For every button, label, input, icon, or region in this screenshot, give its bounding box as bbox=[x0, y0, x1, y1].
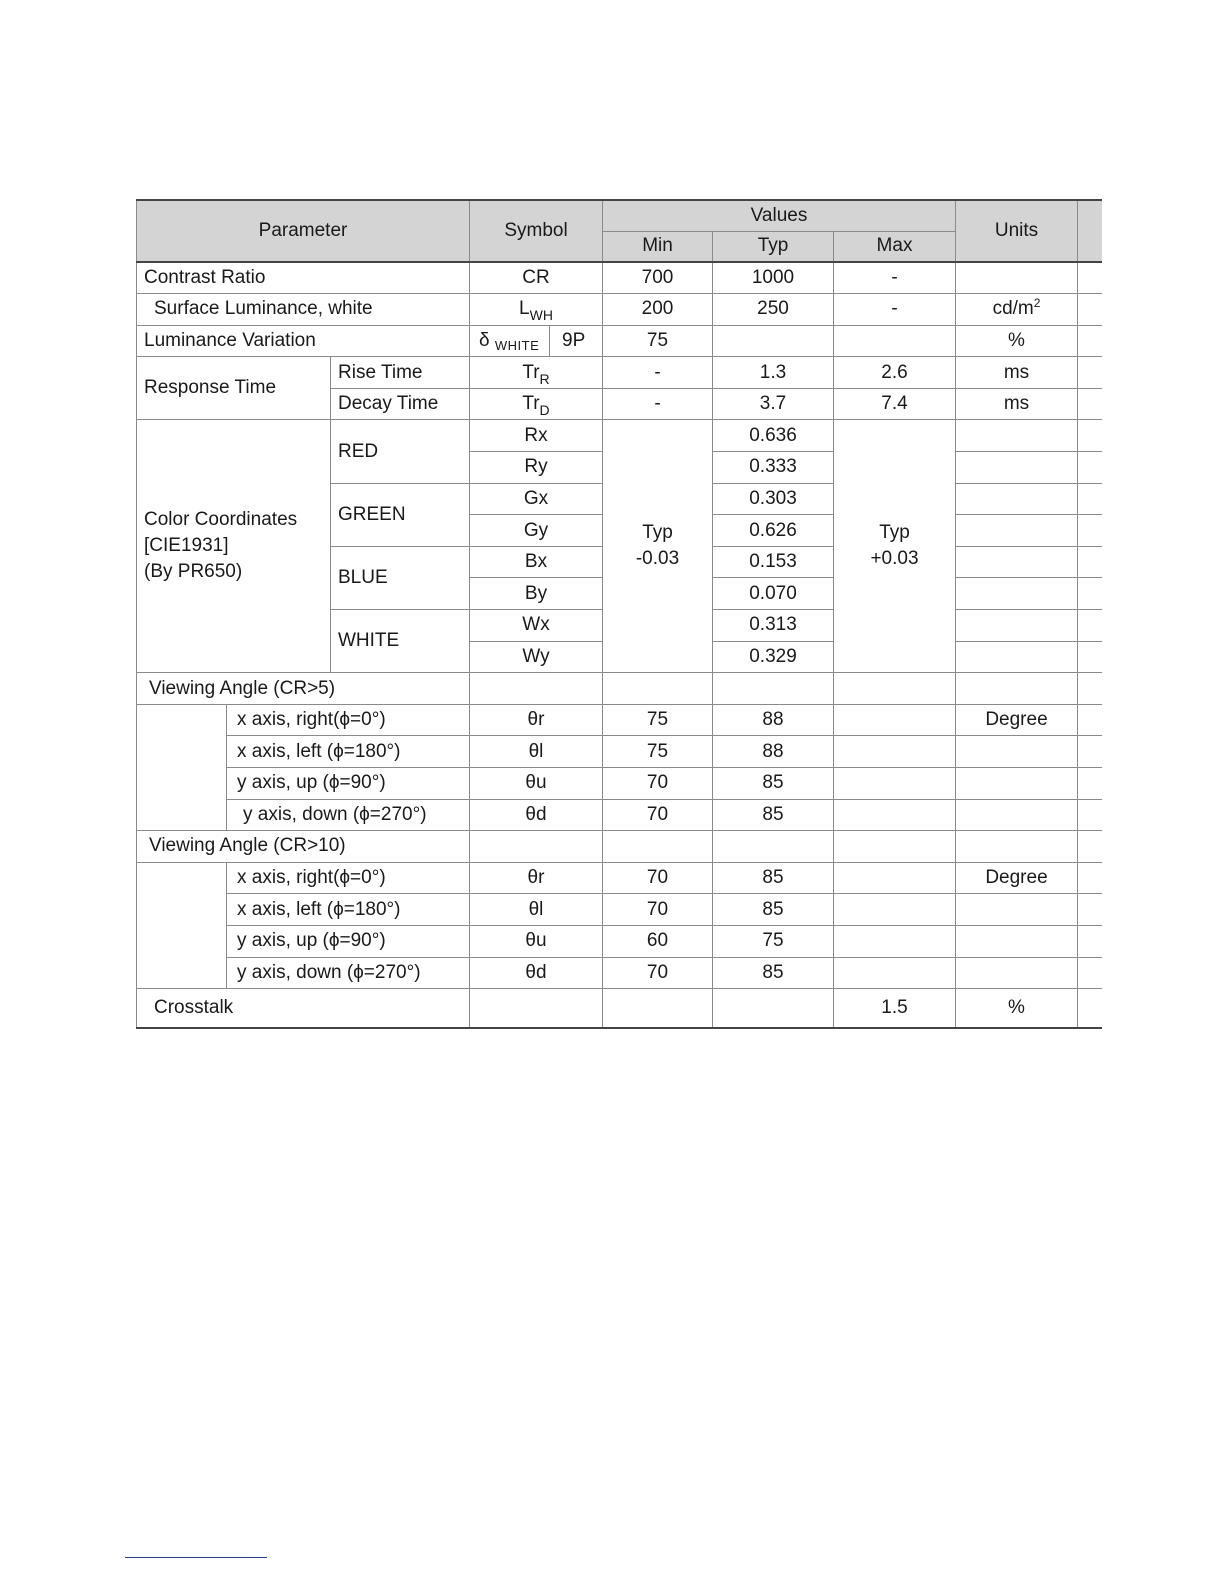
edge-cell bbox=[1078, 736, 1102, 768]
view-label: y axis, up (ϕ=90°) bbox=[227, 925, 470, 957]
table-row bbox=[137, 768, 1102, 800]
typ-cell: 0.313 bbox=[713, 610, 834, 642]
min-cell: 70 bbox=[603, 799, 713, 831]
edge-cell bbox=[1078, 420, 1102, 452]
min-cell bbox=[603, 831, 713, 863]
edge-cell bbox=[1078, 546, 1102, 578]
symbol-subscript: R bbox=[539, 370, 550, 387]
edge-cell bbox=[1078, 894, 1102, 926]
max-cell: 2.6 bbox=[834, 357, 956, 389]
view-label: x axis, left (ϕ=180°) bbox=[227, 894, 470, 926]
table-row bbox=[137, 673, 1102, 705]
symbol-cell: θr bbox=[470, 862, 603, 894]
min-cell: 200 bbox=[603, 294, 713, 326]
edge-cell bbox=[1078, 610, 1102, 642]
edge-cell bbox=[1078, 831, 1102, 863]
units-cell bbox=[956, 262, 1078, 294]
symbol-cell: θd bbox=[470, 799, 603, 831]
max-cell bbox=[834, 704, 956, 736]
color-group-white: WHITE bbox=[331, 610, 470, 673]
color-group-red: RED bbox=[331, 420, 470, 483]
symbol-main: Tr bbox=[522, 393, 540, 415]
typ-cell: 0.303 bbox=[713, 483, 834, 515]
typ-cell: 85 bbox=[713, 957, 834, 989]
typ-cell: 0.153 bbox=[713, 546, 834, 578]
edge-cell bbox=[1078, 452, 1102, 484]
typ-cell: 0.329 bbox=[713, 641, 834, 673]
color-min-cell bbox=[603, 420, 713, 673]
view-label: y axis, up (ϕ=90°) bbox=[227, 768, 470, 800]
units-cell: % bbox=[956, 989, 1078, 1028]
edge-cell bbox=[1078, 957, 1102, 989]
units-cell bbox=[956, 641, 1078, 673]
symbol-cell: θr bbox=[470, 704, 603, 736]
max-cell bbox=[834, 925, 956, 957]
edge-cell bbox=[1078, 515, 1102, 547]
typ-cell bbox=[713, 831, 834, 863]
symbol-cell bbox=[470, 388, 603, 420]
units-superscript: 2 bbox=[1033, 296, 1041, 311]
table-row bbox=[137, 357, 1102, 389]
units-cell bbox=[956, 610, 1078, 642]
min-cell: 70 bbox=[603, 957, 713, 989]
edge-cell bbox=[1078, 704, 1102, 736]
table-row bbox=[137, 957, 1102, 989]
typ-cell: 0.333 bbox=[713, 452, 834, 484]
symbol-cell: Ry bbox=[470, 452, 603, 484]
units-cell bbox=[956, 957, 1078, 989]
max-cell bbox=[834, 862, 956, 894]
param-contrast: Contrast Ratio bbox=[137, 262, 470, 294]
table-row bbox=[137, 894, 1102, 926]
typ-cell: 1000 bbox=[713, 262, 834, 294]
edge-cell bbox=[1078, 673, 1102, 705]
footnote-separator bbox=[125, 1557, 267, 1558]
param-color-coordinates bbox=[137, 420, 331, 673]
header-parameter: Parameter bbox=[137, 200, 470, 262]
units-cell: Degree bbox=[956, 704, 1078, 736]
typ-cell bbox=[713, 673, 834, 705]
view-label: x axis, left (ϕ=180°) bbox=[227, 736, 470, 768]
symbol-cell bbox=[470, 357, 603, 389]
units-cell bbox=[956, 894, 1078, 926]
units-cell bbox=[956, 673, 1078, 705]
table-row bbox=[137, 294, 1102, 326]
symbol-cell: Gx bbox=[470, 483, 603, 515]
symbol-cell: By bbox=[470, 578, 603, 610]
color-param-line2: [CIE1931] bbox=[144, 535, 229, 557]
edge-cell bbox=[1078, 483, 1102, 515]
units-cell bbox=[956, 452, 1078, 484]
symbol-cell: θl bbox=[470, 894, 603, 926]
color-group-blue: BLUE bbox=[331, 546, 470, 609]
table-row bbox=[137, 420, 1102, 452]
max-cell: 7.4 bbox=[834, 388, 956, 420]
units-cell bbox=[956, 420, 1078, 452]
units-cell bbox=[956, 736, 1078, 768]
typ-cell: 3.7 bbox=[713, 388, 834, 420]
typ-cell: 85 bbox=[713, 768, 834, 800]
view-label: x axis, right(ϕ=0°) bbox=[227, 862, 470, 894]
table-row bbox=[137, 736, 1102, 768]
color-max-line2: +0.03 bbox=[870, 548, 919, 570]
response-decay-label: Decay Time bbox=[331, 388, 470, 420]
header-max: Max bbox=[834, 231, 956, 262]
color-group-green: GREEN bbox=[331, 483, 470, 546]
typ-cell: 85 bbox=[713, 862, 834, 894]
typ-cell: 0.626 bbox=[713, 515, 834, 547]
typ-cell bbox=[713, 989, 834, 1028]
table-row bbox=[137, 925, 1102, 957]
units-cell: ms bbox=[956, 357, 1078, 389]
view10-indent bbox=[137, 862, 227, 988]
response-rise-label: Rise Time bbox=[331, 357, 470, 389]
min-cell bbox=[603, 673, 713, 705]
typ-cell: 85 bbox=[713, 799, 834, 831]
symbol-subscript: WH bbox=[529, 307, 553, 324]
typ-cell: 88 bbox=[713, 736, 834, 768]
max-cell bbox=[834, 894, 956, 926]
symbol-cell: θu bbox=[470, 768, 603, 800]
units-cell bbox=[956, 578, 1078, 610]
view10-title: Viewing Angle (CR>10) bbox=[137, 831, 470, 863]
symbol-subscript: D bbox=[539, 402, 550, 419]
param-crosstalk: Crosstalk bbox=[137, 989, 470, 1028]
symbol-delta: δ bbox=[479, 329, 490, 351]
typ-cell: 250 bbox=[713, 294, 834, 326]
units-cell bbox=[956, 799, 1078, 831]
edge-cell bbox=[1078, 357, 1102, 389]
symbol-cell: Wy bbox=[470, 641, 603, 673]
symbol-main: Tr bbox=[522, 361, 540, 383]
color-param-line3: (By PR650) bbox=[144, 561, 243, 583]
edge-cell bbox=[1078, 578, 1102, 610]
typ-cell bbox=[713, 325, 834, 357]
header-min: Min bbox=[603, 231, 713, 262]
typ-cell: 0.636 bbox=[713, 420, 834, 452]
min-cell: 70 bbox=[603, 894, 713, 926]
table-row bbox=[137, 325, 1102, 357]
edge-cell bbox=[1078, 262, 1102, 294]
edge-cell bbox=[1078, 799, 1102, 831]
typ-cell: 75 bbox=[713, 925, 834, 957]
param-lum-variation: Luminance Variation bbox=[137, 325, 470, 357]
symbol-cell: θu bbox=[470, 925, 603, 957]
units-cell bbox=[956, 294, 1078, 326]
min-cell: 70 bbox=[603, 862, 713, 894]
edge-cell bbox=[1078, 768, 1102, 800]
symbol-cell: CR bbox=[470, 262, 603, 294]
symbol-cell: θl bbox=[470, 736, 603, 768]
view5-title: Viewing Angle (CR>5) bbox=[137, 673, 470, 705]
min-cell: 75 bbox=[603, 736, 713, 768]
view5-indent bbox=[137, 704, 227, 830]
color-param-line1: Color Coordinates bbox=[144, 509, 298, 531]
header-values: Values bbox=[603, 200, 956, 231]
min-cell: 75 bbox=[603, 704, 713, 736]
min-cell: 60 bbox=[603, 925, 713, 957]
view-label: x axis, right(ϕ=0°) bbox=[227, 704, 470, 736]
table-row bbox=[137, 989, 1102, 1028]
units-cell: ms bbox=[956, 388, 1078, 420]
edge-cell bbox=[1078, 925, 1102, 957]
edge-cell bbox=[1078, 641, 1102, 673]
header-row bbox=[137, 200, 1102, 231]
max-cell bbox=[834, 831, 956, 863]
max-cell bbox=[834, 736, 956, 768]
edge-cell bbox=[1078, 294, 1102, 326]
edge-cell bbox=[1078, 862, 1102, 894]
edge-cell bbox=[1078, 989, 1102, 1028]
symbol-cell: Rx bbox=[470, 420, 603, 452]
param-luminance: Surface Luminance, white bbox=[137, 294, 470, 326]
units-cell: % bbox=[956, 325, 1078, 357]
table-row bbox=[137, 799, 1102, 831]
units-cell bbox=[956, 831, 1078, 863]
max-cell: 1.5 bbox=[834, 989, 956, 1028]
symbol-cell bbox=[470, 294, 603, 326]
symbol-extra: 9P bbox=[550, 325, 603, 357]
symbol-cell bbox=[470, 831, 603, 863]
units-cell: Degree bbox=[956, 862, 1078, 894]
header-units: Units bbox=[956, 200, 1078, 262]
units-cell bbox=[956, 515, 1078, 547]
color-max-cell bbox=[834, 420, 956, 673]
table-row bbox=[137, 704, 1102, 736]
min-cell bbox=[603, 989, 713, 1028]
min-cell: 700 bbox=[603, 262, 713, 294]
view-label: y axis, down (ϕ=270°) bbox=[227, 957, 470, 989]
symbol-cell: Bx bbox=[470, 546, 603, 578]
units-cell bbox=[956, 925, 1078, 957]
edge-cell bbox=[1078, 325, 1102, 357]
table-row bbox=[137, 831, 1102, 863]
min-cell: - bbox=[603, 357, 713, 389]
typ-cell: 1.3 bbox=[713, 357, 834, 389]
max-cell bbox=[834, 799, 956, 831]
symbol-cell: Gy bbox=[470, 515, 603, 547]
view-label: y axis, down (ϕ=270°) bbox=[227, 799, 470, 831]
typ-cell: 88 bbox=[713, 704, 834, 736]
symbol-cell bbox=[470, 673, 603, 705]
table-row bbox=[137, 262, 1102, 294]
symbol-cell: θd bbox=[470, 957, 603, 989]
typ-cell: 85 bbox=[713, 894, 834, 926]
typ-cell: 0.070 bbox=[713, 578, 834, 610]
min-cell: 75 bbox=[603, 325, 713, 357]
param-response: Response Time bbox=[137, 357, 331, 420]
max-cell bbox=[834, 325, 956, 357]
max-cell bbox=[834, 673, 956, 705]
min-cell: - bbox=[603, 388, 713, 420]
symbol-cell: Wx bbox=[470, 610, 603, 642]
units-cell bbox=[956, 546, 1078, 578]
min-cell: 70 bbox=[603, 768, 713, 800]
max-cell bbox=[834, 768, 956, 800]
header-edge bbox=[1078, 200, 1102, 262]
color-min-line2: -0.03 bbox=[635, 548, 680, 570]
units-cell bbox=[956, 768, 1078, 800]
header-typ: Typ bbox=[713, 231, 834, 262]
symbol-main: L bbox=[519, 298, 530, 320]
max-cell: - bbox=[834, 294, 956, 326]
optical-spec-table bbox=[136, 199, 1102, 1029]
units-cell bbox=[956, 483, 1078, 515]
symbol-cell bbox=[470, 325, 550, 357]
edge-cell bbox=[1078, 388, 1102, 420]
header-symbol: Symbol bbox=[470, 200, 603, 262]
max-cell: - bbox=[834, 262, 956, 294]
units-main: cd/m bbox=[992, 298, 1034, 320]
color-min-line1: Typ bbox=[642, 522, 673, 544]
color-max-line1: Typ bbox=[879, 522, 910, 544]
table-row bbox=[137, 862, 1102, 894]
symbol-subscript: WHITE bbox=[494, 337, 540, 353]
max-cell bbox=[834, 957, 956, 989]
symbol-cell bbox=[470, 989, 603, 1028]
